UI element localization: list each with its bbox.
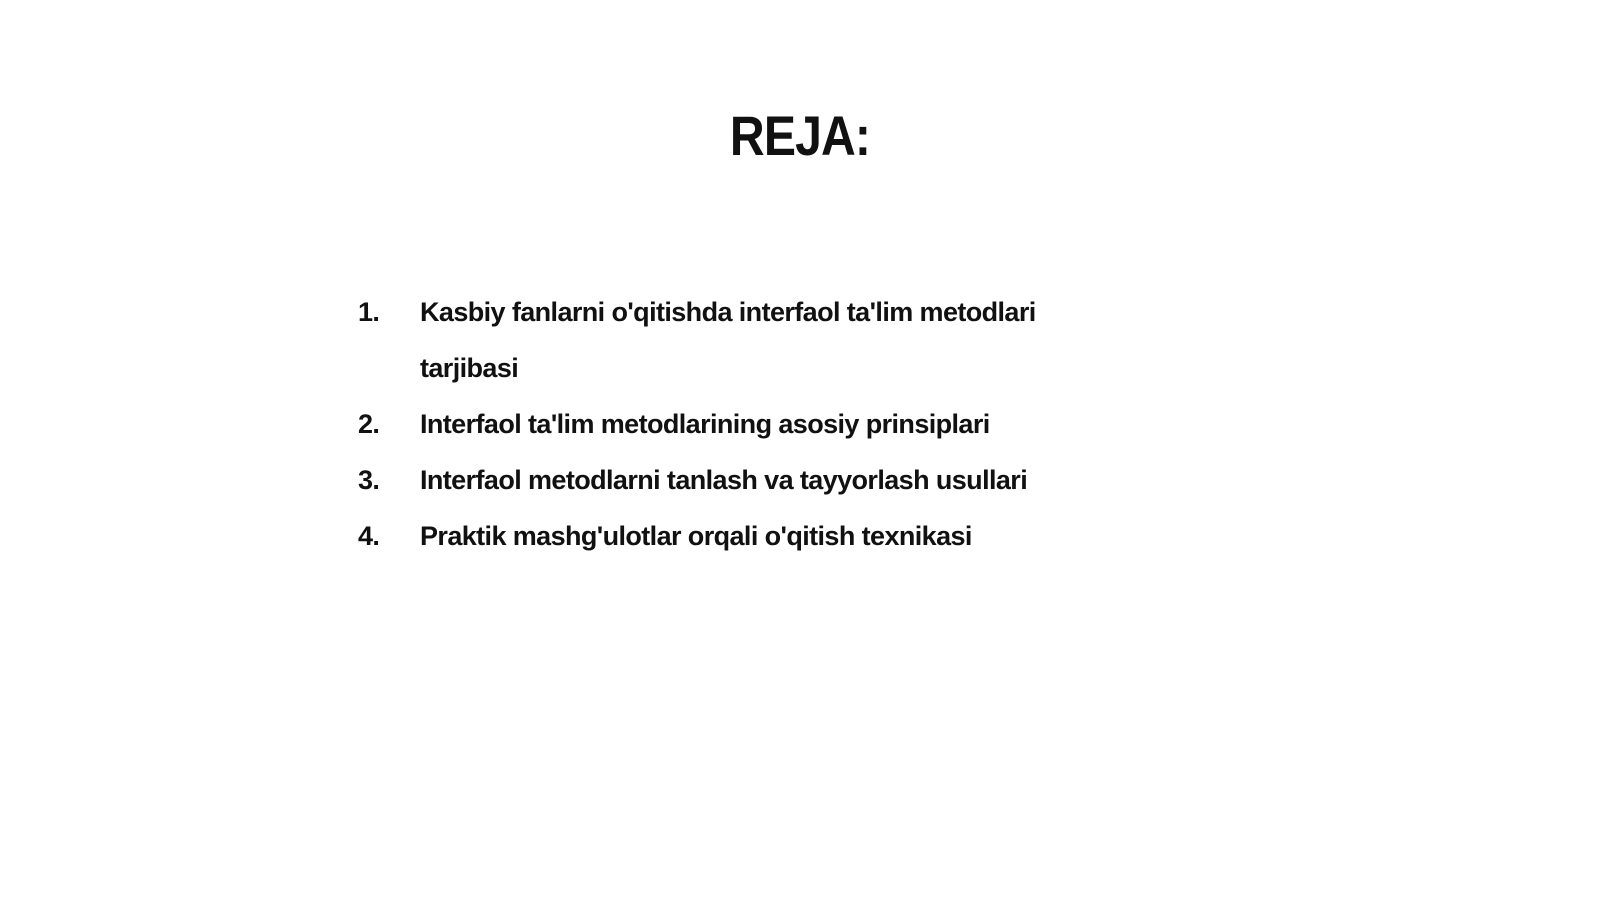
list-item xyxy=(358,452,1238,508)
list-item xyxy=(358,508,1238,564)
list-item xyxy=(358,284,1238,396)
list-item-number: 1. xyxy=(358,297,380,327)
slide-title: REJA: xyxy=(729,104,871,167)
list-item-number: 3. xyxy=(358,465,380,495)
list-item-text: Praktik mashg'ulotlar orqali o'qitish texnikasi xyxy=(420,521,972,551)
list-item-number: 4. xyxy=(358,521,380,551)
list-item-number: 2. xyxy=(358,409,380,439)
list-item xyxy=(358,396,1238,452)
list-item-text: Interfaol ta'lim metodlarining asosiy prinsiplari xyxy=(420,409,990,439)
list-item-text: Interfaol metodlarni tanlash va tayyorlash usullari xyxy=(420,465,1028,495)
list-item-text: Kasbiy fanlarni o'qitishda interfaol ta'lim metodlari tarjibasi xyxy=(420,297,1036,383)
plan-list xyxy=(358,284,1238,564)
